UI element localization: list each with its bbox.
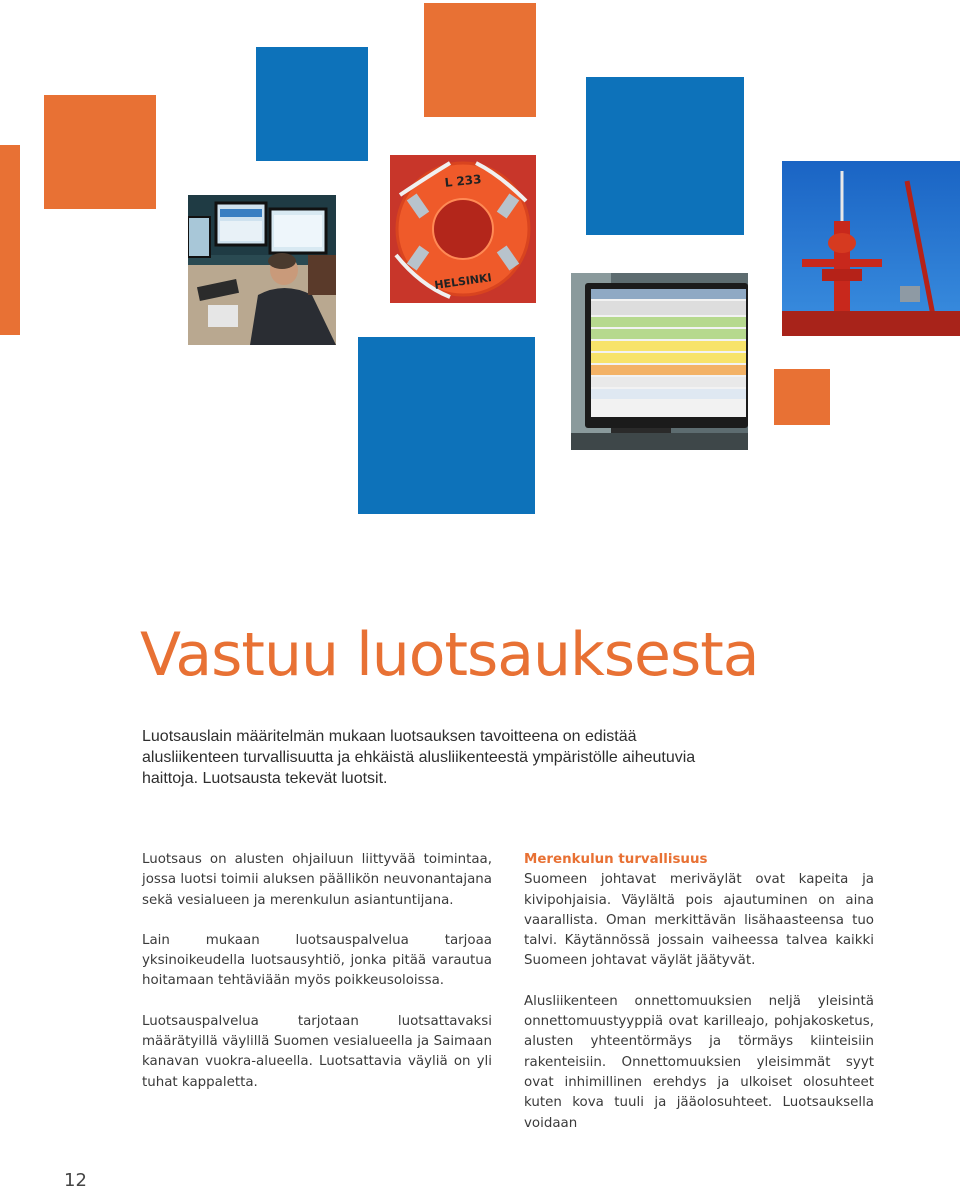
photo-ship-mast bbox=[782, 161, 960, 336]
right-column bbox=[524, 850, 874, 1154]
lifebuoy-bottom-text: HELSINKI bbox=[433, 271, 493, 292]
left-column bbox=[142, 850, 492, 1113]
blue-square-3 bbox=[358, 337, 535, 514]
page-title: Vastuu luotsauksesta bbox=[140, 620, 759, 690]
orange-square-2 bbox=[424, 3, 536, 117]
orange-square-1 bbox=[44, 95, 156, 209]
intro-paragraph: Luotsauslain määritelmän mukaan luotsauksen tavoitteena on edistää alusliikenteen turvallisuutta ja ehkäistä alusliikenteestä ympäristölle aiheutuvia haittoja. Luotsausta tekevät luotsit. bbox=[142, 728, 696, 787]
blue-square-1 bbox=[256, 47, 368, 161]
right-paragraph-2: Alusliikenteen onnettomuuksien neljä yleisintä onnettomuustyyppiä ovat karilleajo, pohjakosketus, alusten yhteentörmäys ja törmäys kiinteisiin rakenteisiin. Onnettomuuksien yleisimmät syyt ovat inhimillinen erehdys ja ulkoiset olosuhteet kuten kova tuuli ja jääolosuhteet. Luotsauksella voidaan bbox=[524, 993, 874, 1131]
right-column-heading: Merenkulun turvallisuus bbox=[524, 852, 708, 867]
page-number: 12 bbox=[64, 1170, 87, 1191]
orange-square-3 bbox=[774, 369, 830, 425]
photo-traffic-control-operator bbox=[188, 195, 336, 345]
left-paragraph-1: Luotsaus on alusten ohjailuun liittyvää toimintaa, jossa luotsi toimii aluksen päällikön neuvonantajana sekä vesialueen ja merenkulun asiantuntijana. bbox=[142, 852, 492, 908]
left-paragraph-3: Luotsauspalvelua tarjotaan luotsattavaksi määrätyillä väylillä Suomen vesialueella ja Saimaan kanavan vuokra-alueella. Luotsattavia väyliä on yli tuhat kappaletta. bbox=[142, 1013, 492, 1090]
orange-square-left-edge bbox=[0, 145, 20, 335]
photo-lifebuoy bbox=[390, 155, 536, 303]
blue-square-2 bbox=[586, 77, 744, 235]
lifebuoy-top-text: L 233 bbox=[443, 172, 483, 190]
left-paragraph-2: Lain mukaan luotsauspalvelua tarjoaa yksinoikeudella luotsausyhtiö, jonka pitää varautua hoitamaan tehtäviään myös poikkeusoloissa. bbox=[142, 932, 492, 989]
photo-monitor-screen bbox=[571, 273, 748, 450]
right-paragraph-1: Suomeen johtavat meriväylät ovat kapeita ja kivipohjaisia. Väylältä pois ajautuminen on aina vaarallista. Oman merkittävän lisähaasteensa tuo talvi. Käytännössä jossain vaiheessa talvea kaikki Suomeen johtavat väylät jäätyvät. bbox=[524, 872, 874, 969]
